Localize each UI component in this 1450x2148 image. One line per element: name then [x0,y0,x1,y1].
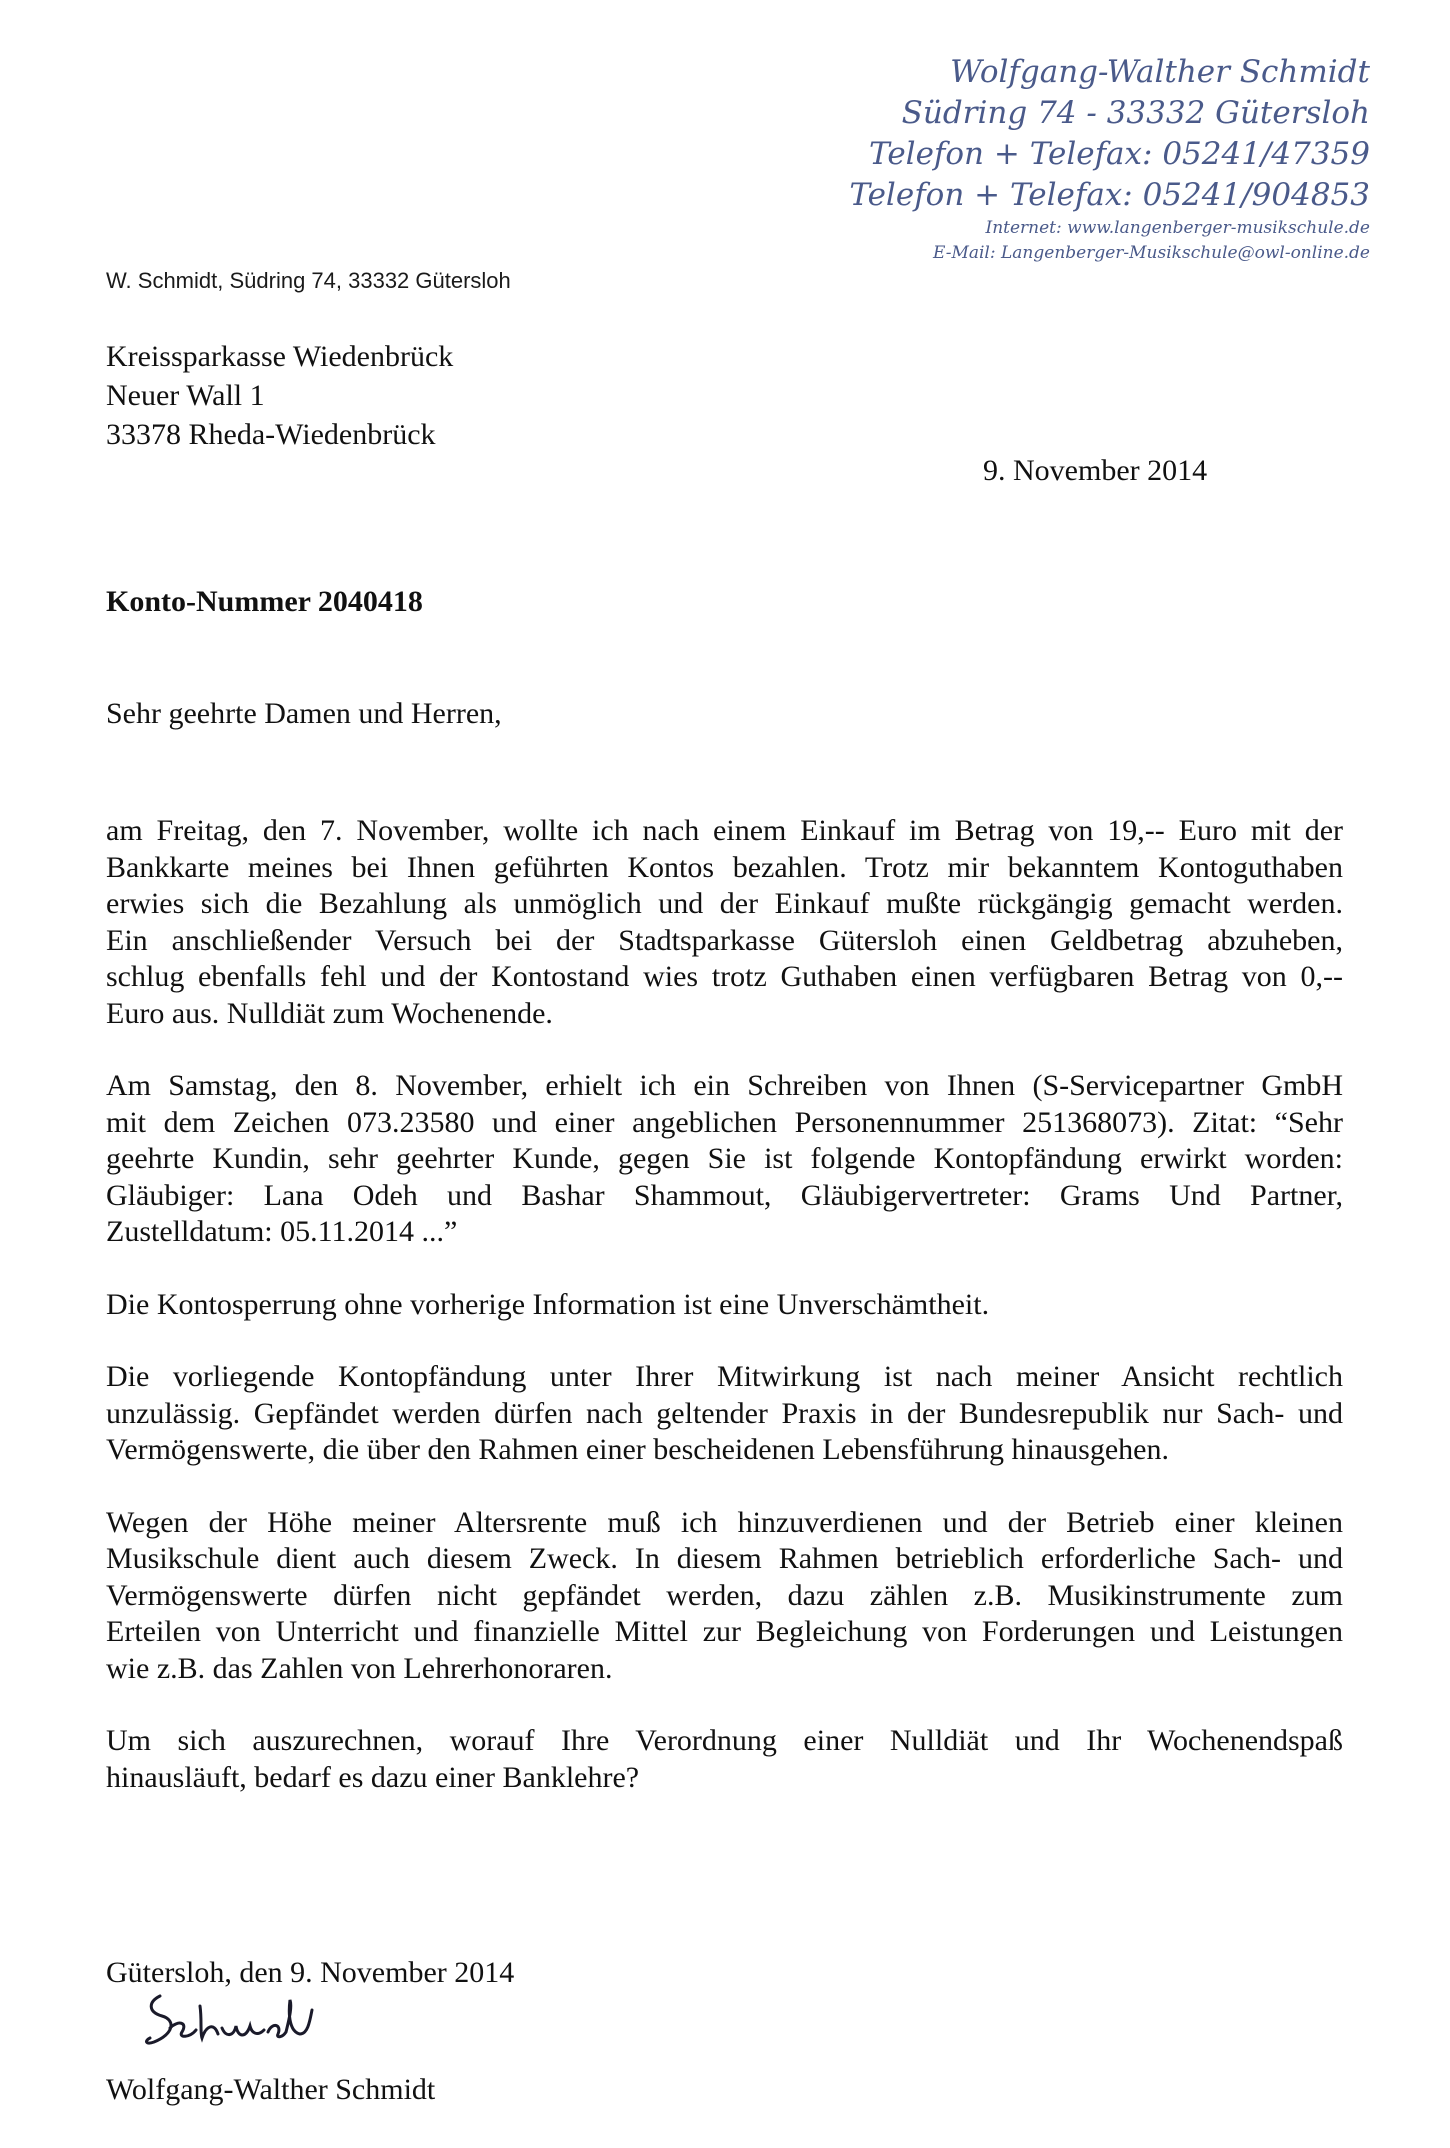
body-line: mit dem Zeichen 073.23580 und einer angeblichen Personennummer 251368073). Zitat: “Sehr [106,1105,1343,1139]
body-line: Musikschule dient auch diesem Zweck. In diesem Rahmen betrieblich erforderliche Sach- und [106,1542,1343,1575]
body-line: Wegen der Höhe meiner Altersrente muß ich hinzuverdienen und der Betrieb einer kleinen [106,1505,1343,1539]
salutation: Sehr geehrte Damen und Herren, [106,697,502,730]
body-line: Um sich auszurechnen, worauf Ihre Verordnung einer Nulldiät und Ihr Wochenendspaß [106,1724,1343,1757]
body-paragraph [106,1723,1343,1796]
body-line: geehrte Kundin, sehr geehrter Kunde, gegen Sie ist folgende Kontopfändung erwirkt worden: [106,1142,1343,1175]
body-line: Zustelldatum: 05.11.2014 ...” [106,1215,458,1248]
body-line: Vermögenswerte, die über den Rahmen einer bescheidenen Lebensführung hinausgehen. [106,1433,1169,1466]
sender-return-address: W. Schmidt, Südring 74, 33332 Gütersloh [106,268,511,293]
body-line: Erteilen von Unterricht und finanzielle Mittel zur Begleichung von Forderungen und Leistungen [106,1615,1343,1648]
recipient-line-3: 33378 Rheda-Wiedenbrück [106,418,436,451]
body-line: Die Kontosperrung ohne vorherige Information ist eine Unverschämtheit. [106,1287,990,1321]
body-paragraph [106,813,1343,1032]
body-line: Bankkarte meines bei Ihnen geführten Kontos bezahlen. Trotz mir bekanntem Kontoguthaben [106,850,1343,884]
body-paragraph [106,1287,1343,1324]
body-line: am Freitag, den 7. November, wollte ich nach einem Einkauf im Betrag von 19,-- Euro mit der [106,814,1343,847]
letter-body [106,813,1343,1832]
signer-name: Wolfgang-Walther Schmidt [106,2073,436,2106]
recipient-line-2: Neuer Wall 1 [106,379,265,412]
body-paragraph [106,1068,1343,1251]
body-line: Am Samstag, den 8. November, erhielt ich ein Schreiben von Ihnen (S-Servicepartner GmbH [106,1069,1343,1102]
body-line: schlug ebenfalls fehl und der Kontostand wies trotz Guthaben einen verfügbaren Betrag von 0,-- [106,960,1343,993]
letterhead-phone-2: Telefon + Telefax: 05241/904853 [849,177,1370,213]
body-line: Euro aus. Nulldiät zum Wochenende. [106,996,553,1030]
body-line: Ein anschließender Versuch bei der Stadtsparkasse Gütersloh einen Geldbetrag abzuheben, [106,923,1343,957]
handwritten-signature [140,1986,380,2056]
body-line: Gläubiger: Lana Odeh und Bashar Shammout, Gläubigervertreter: Grams Und Partner, [106,1178,1343,1212]
recipient-address [106,337,453,454]
letterhead-internet: Internet: www.langenberger-musikschule.de [985,218,1370,238]
body-paragraph [106,1359,1343,1469]
letterhead-phone-1: Telefon + Telefax: 05241/47359 [869,136,1370,172]
letterhead [810,52,1370,266]
body-paragraph [106,1505,1343,1688]
recipient-line-1: Kreissparkasse Wiedenbrück [106,340,454,373]
letterhead-email: E-Mail: Langenberger-Musikschule@owl-online.de [932,243,1370,263]
body-line: hinausläuft, bedarf es dazu einer Banklehre? [106,1760,640,1794]
letterhead-address: Südring 74 - 33332 Gütersloh [901,95,1370,131]
closing-place-date: Gütersloh, den 9. November 2014 [106,1956,515,1989]
body-line: erwies sich die Bezahlung als unmöglich und der Einkauf mußte rückgängig gemacht werden. [106,887,1343,920]
body-line: unzulässig. Gepfändet werden dürfen nach geltender Praxis in der Bundesrepublik nur Sach- und [106,1396,1343,1430]
body-line: Die vorliegende Kontopfändung unter Ihrer Mitwirkung ist nach meiner Ansicht rechtlich [106,1360,1343,1393]
body-line: wie z.B. das Zahlen von Lehrerhonoraren. [106,1651,613,1685]
letterhead-name: Wolfgang-Walther Schmidt [950,54,1370,90]
letter-date: 9. November 2014 [983,454,1208,487]
subject-line: Konto-Nummer 2040418 [106,585,423,618]
body-line: Vermögenswerte dürfen nicht gepfändet werden, dazu zählen z.B. Musikinstrumente zum [106,1578,1343,1612]
